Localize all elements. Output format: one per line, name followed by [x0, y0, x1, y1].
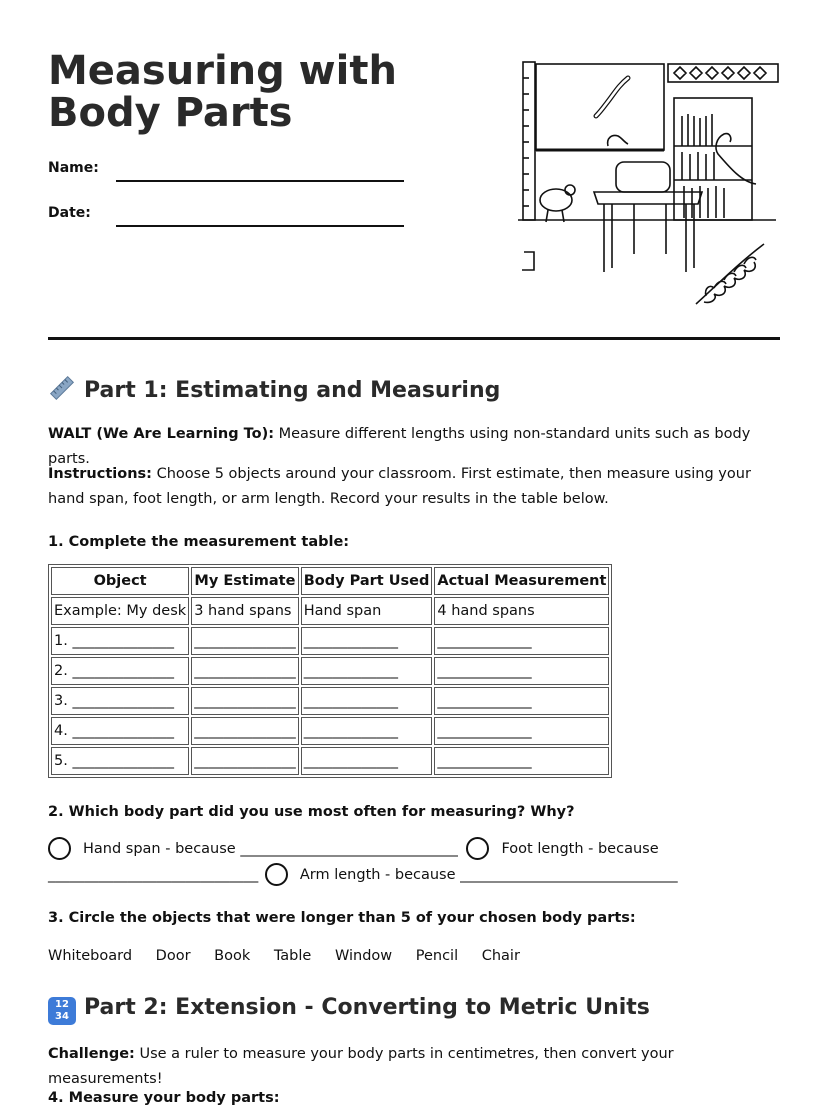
object-book[interactable]: Book — [214, 948, 251, 964]
table-cell[interactable]: ______________ — [191, 657, 299, 685]
challenge-label: Challenge: — [48, 1046, 135, 1062]
table-cell[interactable]: _____________ — [301, 657, 433, 685]
objects-list — [48, 948, 539, 964]
ruler-icon — [48, 374, 76, 402]
col-header-estimate: My Estimate — [191, 567, 299, 595]
table-cell[interactable]: ______________ — [191, 627, 299, 655]
part2-heading-text: Part 2: Extension - Converting to Metric Units — [84, 995, 650, 1020]
part2-heading — [48, 995, 650, 1025]
name-line[interactable] — [116, 180, 404, 182]
table-cell[interactable]: _____________ — [301, 747, 433, 775]
table-cell[interactable]: _____________ — [301, 717, 433, 745]
table-cell[interactable]: _____________ — [434, 687, 609, 715]
table-cell[interactable]: ______________ — [191, 717, 299, 745]
table-cell[interactable]: ______________ — [191, 687, 299, 715]
radio-arm-length[interactable] — [265, 863, 288, 886]
table-cell[interactable]: 3. ______________ — [51, 687, 189, 715]
table-row[interactable] — [51, 657, 609, 685]
object-door[interactable]: Door — [155, 948, 191, 964]
worksheet-page — [48, 0, 780, 1118]
col-header-object: Object — [51, 567, 189, 595]
table-cell: Hand span — [301, 597, 433, 625]
table-row[interactable] — [51, 687, 609, 715]
part1-heading — [48, 374, 500, 403]
table-row[interactable] — [51, 747, 609, 775]
table-cell[interactable]: _____________ — [434, 717, 609, 745]
page-title: Measuring with Body Parts — [48, 48, 397, 136]
foot-length-answer-line[interactable]: _____________________________ — [48, 867, 259, 883]
object-whiteboard[interactable]: Whiteboard — [48, 948, 133, 964]
date-field[interactable] — [48, 205, 408, 233]
walt-label: WALT (We Are Learning To): — [48, 426, 274, 442]
part1-heading-text: Part 1: Estimating and Measuring — [84, 378, 501, 403]
radio-foot-length[interactable] — [466, 837, 489, 860]
challenge-paragraph — [48, 1042, 780, 1092]
table-row[interactable] — [51, 627, 609, 655]
instructions-paragraph — [48, 462, 780, 512]
walt-text: Measure different lengths using non-standard units such as body parts. — [48, 426, 751, 467]
col-header-actual: Actual Measurement — [434, 567, 609, 595]
table-cell: Example: My desk — [51, 597, 189, 625]
table-cell[interactable]: _____________ — [434, 747, 609, 775]
name-label: Name: — [48, 160, 99, 176]
object-window[interactable]: Window — [334, 948, 393, 964]
table-cell[interactable]: _____________ — [434, 627, 609, 655]
object-chair[interactable]: Chair — [481, 948, 520, 964]
table-row-example — [51, 597, 609, 625]
table-header-row — [51, 567, 609, 595]
option-foot-length-label: Foot length - because — [501, 841, 659, 857]
table-cell[interactable]: ______________ — [191, 747, 299, 775]
classroom-illustration — [518, 58, 780, 312]
table-cell[interactable]: _____________ — [301, 687, 433, 715]
question-4: 4. Measure your body parts: — [48, 1090, 280, 1106]
table-cell[interactable]: 5. ______________ — [51, 747, 189, 775]
question-2: 2. Which body part did you use most often for measuring? Why? — [48, 804, 575, 820]
option-arm-length-label: Arm length - because ______________________________ — [299, 867, 678, 883]
instructions-text: Choose 5 objects around your classroom. First estimate, then measure using your hand span, foot length, or arm length. Record your results in the table below. — [48, 466, 751, 507]
table-cell: 3 hand spans — [191, 597, 299, 625]
table-cell[interactable]: 1. ______________ — [51, 627, 189, 655]
q2-options-line2 — [48, 863, 678, 889]
object-pencil[interactable]: Pencil — [415, 948, 459, 964]
table-cell[interactable]: 4. ______________ — [51, 717, 189, 745]
date-line[interactable] — [116, 225, 404, 227]
table-cell[interactable]: 2. ______________ — [51, 657, 189, 685]
col-header-body-part: Body Part Used — [301, 567, 433, 595]
object-table[interactable]: Table — [273, 948, 312, 964]
name-field[interactable] — [48, 160, 408, 188]
q2-options-line1 — [48, 837, 659, 863]
header-divider — [48, 337, 780, 340]
table-cell[interactable]: _____________ — [434, 657, 609, 685]
question-3: 3. Circle the objects that were longer than 5 of your chosen body parts: — [48, 910, 636, 926]
table-cell: 4 hand spans — [434, 597, 609, 625]
table-row[interactable] — [51, 717, 609, 745]
instructions-label: Instructions: — [48, 466, 152, 482]
radio-hand-span[interactable] — [48, 837, 71, 860]
date-label: Date: — [48, 205, 91, 221]
table-cell[interactable]: _____________ — [301, 627, 433, 655]
measurement-table — [48, 564, 612, 778]
challenge-text: Use a ruler to measure your body parts in centimetres, then convert your measurements! — [48, 1046, 674, 1087]
question-1: 1. Complete the measurement table: — [48, 534, 350, 550]
number-keycap-icon: 12 34 — [48, 997, 76, 1025]
option-hand-span-label: Hand span - because ______________________________ — [83, 841, 458, 857]
